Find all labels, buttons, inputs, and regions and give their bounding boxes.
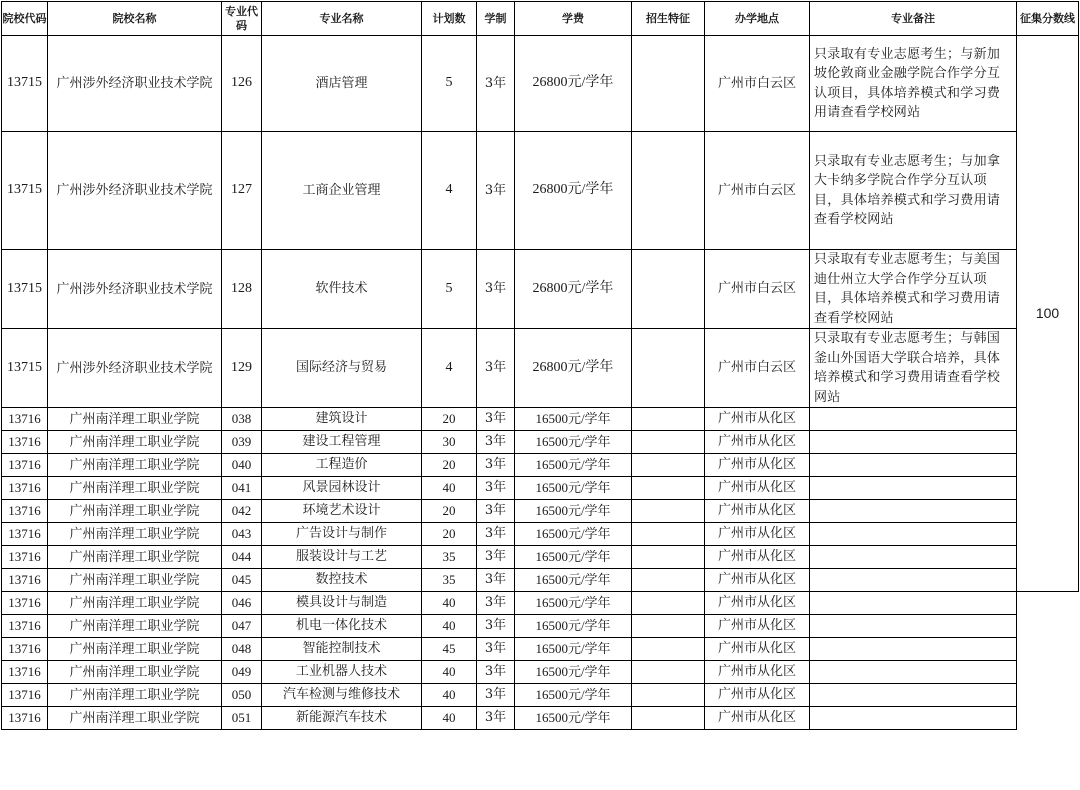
plan-cell: 40	[422, 477, 477, 500]
tuition-cell: 16500元/学年	[515, 500, 632, 523]
duration-cell: 3年	[477, 615, 515, 638]
duration-cell: 3年	[477, 546, 515, 569]
location-cell: 广州市从化区	[705, 638, 810, 661]
location-cell: 广州市白云区	[705, 250, 810, 329]
school-name-cell: 广州涉外经济职业技术学院	[48, 132, 222, 250]
remarks-cell	[810, 408, 1017, 431]
remarks-cell	[810, 477, 1017, 500]
remarks-cell	[810, 684, 1017, 707]
school-code-cell: 13716	[2, 408, 48, 431]
header-plan: 计划数	[422, 2, 477, 36]
plan-cell: 40	[422, 707, 477, 730]
major-name-cell: 酒店管理	[262, 36, 422, 132]
tuition-cell: 16500元/学年	[515, 615, 632, 638]
header-special: 招生特征	[632, 2, 705, 36]
special-cell	[632, 592, 705, 615]
remarks-cell: 只录取有专业志愿考生；与美国迪仕州立大学合作学分互认项目，具体培养模式和学习费用请查看学校网站	[810, 250, 1017, 329]
school-name-cell: 广州南洋理工职业学院	[48, 615, 222, 638]
school-code-cell: 13716	[2, 546, 48, 569]
plan-cell: 20	[422, 500, 477, 523]
major-code-cell: 048	[222, 638, 262, 661]
header-school-code: 院校代码	[2, 2, 48, 36]
remarks-cell	[810, 523, 1017, 546]
major-code-cell: 042	[222, 500, 262, 523]
remarks-cell: 只录取有专业志愿考生；与韩国釜山外国语大学联合培养，具体培养模式和学习费用请查看学校网站	[810, 329, 1017, 408]
duration-cell: 3年	[477, 408, 515, 431]
duration-cell: 3年	[477, 36, 515, 132]
school-name-cell: 广州涉外经济职业技术学院	[48, 250, 222, 329]
major-code-cell: 046	[222, 592, 262, 615]
remarks-cell	[810, 638, 1017, 661]
school-name-cell: 广州南洋理工职业学院	[48, 569, 222, 592]
school-name-cell: 广州涉外经济职业技术学院	[48, 36, 222, 132]
remarks-cell	[810, 454, 1017, 477]
table-row	[2, 408, 1079, 431]
major-name-cell: 广告设计与制作	[262, 523, 422, 546]
tuition-cell: 26800元/学年	[515, 329, 632, 408]
table-row	[2, 546, 1079, 569]
remarks-cell	[810, 661, 1017, 684]
table-row	[2, 132, 1079, 250]
school-name-cell: 广州南洋理工职业学院	[48, 546, 222, 569]
special-cell	[632, 250, 705, 329]
school-name-cell: 广州南洋理工职业学院	[48, 707, 222, 730]
school-name-cell: 广州南洋理工职业学院	[48, 408, 222, 431]
plan-cell: 40	[422, 661, 477, 684]
special-cell	[632, 546, 705, 569]
remarks-cell	[810, 431, 1017, 454]
major-code-cell: 040	[222, 454, 262, 477]
major-code-cell: 041	[222, 477, 262, 500]
plan-cell: 35	[422, 546, 477, 569]
major-name-cell: 机电一体化技术	[262, 615, 422, 638]
location-cell: 广州市从化区	[705, 431, 810, 454]
major-code-cell: 129	[222, 329, 262, 408]
plan-cell: 20	[422, 454, 477, 477]
school-code-cell: 13715	[2, 36, 48, 132]
school-code-cell: 13716	[2, 707, 48, 730]
remarks-cell	[810, 500, 1017, 523]
location-cell: 广州市从化区	[705, 500, 810, 523]
header-duration: 学制	[477, 2, 515, 36]
location-cell: 广州市从化区	[705, 546, 810, 569]
school-name-cell: 广州南洋理工职业学院	[48, 661, 222, 684]
major-code-cell: 039	[222, 431, 262, 454]
school-code-cell: 13715	[2, 132, 48, 250]
tuition-cell: 26800元/学年	[515, 36, 632, 132]
tuition-cell: 16500元/学年	[515, 477, 632, 500]
plan-cell: 40	[422, 615, 477, 638]
score-cell: 100	[1017, 36, 1079, 592]
major-name-cell: 软件技术	[262, 250, 422, 329]
major-code-cell: 043	[222, 523, 262, 546]
major-code-cell: 047	[222, 615, 262, 638]
header-score: 征集分数线	[1017, 2, 1079, 36]
remarks-cell	[810, 615, 1017, 638]
school-code-cell: 13716	[2, 477, 48, 500]
table-row	[2, 661, 1079, 684]
location-cell: 广州市从化区	[705, 615, 810, 638]
school-name-cell: 广州南洋理工职业学院	[48, 592, 222, 615]
school-name-cell: 广州南洋理工职业学院	[48, 684, 222, 707]
tuition-cell: 16500元/学年	[515, 707, 632, 730]
tuition-cell: 16500元/学年	[515, 684, 632, 707]
duration-cell: 3年	[477, 638, 515, 661]
tuition-cell: 16500元/学年	[515, 431, 632, 454]
table-row	[2, 592, 1079, 615]
tuition-cell: 26800元/学年	[515, 132, 632, 250]
table-row	[2, 684, 1079, 707]
school-name-cell: 广州南洋理工职业学院	[48, 500, 222, 523]
table-row	[2, 615, 1079, 638]
duration-cell: 3年	[477, 454, 515, 477]
table-row	[2, 431, 1079, 454]
location-cell: 广州市从化区	[705, 707, 810, 730]
school-code-cell: 13716	[2, 454, 48, 477]
school-code-cell: 13715	[2, 329, 48, 408]
table-row	[2, 250, 1079, 329]
table-row	[2, 569, 1079, 592]
tuition-cell: 16500元/学年	[515, 546, 632, 569]
school-name-cell: 广州涉外经济职业技术学院	[48, 329, 222, 408]
major-name-cell: 工业机器人技术	[262, 661, 422, 684]
remarks-cell	[810, 546, 1017, 569]
header-row	[2, 2, 1079, 36]
location-cell: 广州市从化区	[705, 408, 810, 431]
duration-cell: 3年	[477, 569, 515, 592]
duration-cell: 3年	[477, 132, 515, 250]
major-code-cell: 051	[222, 707, 262, 730]
major-code-cell: 038	[222, 408, 262, 431]
school-code-cell: 13716	[2, 431, 48, 454]
major-name-cell: 工程造价	[262, 454, 422, 477]
plan-cell: 5	[422, 250, 477, 329]
special-cell	[632, 684, 705, 707]
special-cell	[632, 36, 705, 132]
duration-cell: 3年	[477, 431, 515, 454]
major-code-cell: 128	[222, 250, 262, 329]
header-major-name: 专业名称	[262, 2, 422, 36]
school-code-cell: 13716	[2, 592, 48, 615]
remarks-cell: 只录取有专业志愿考生；与加拿大卡纳多学院合作学分互认项目，具体培养模式和学习费用请查看学校网站	[810, 132, 1017, 250]
score-cell-empty	[1017, 592, 1079, 730]
location-cell: 广州市白云区	[705, 329, 810, 408]
major-name-cell: 环境艺术设计	[262, 500, 422, 523]
header-location: 办学地点	[705, 2, 810, 36]
table-row	[2, 523, 1079, 546]
major-name-cell: 汽车检测与维修技术	[262, 684, 422, 707]
major-name-cell: 模具设计与制造	[262, 592, 422, 615]
major-code-cell: 045	[222, 569, 262, 592]
tuition-cell: 16500元/学年	[515, 592, 632, 615]
special-cell	[632, 431, 705, 454]
duration-cell: 3年	[477, 707, 515, 730]
school-code-cell: 13715	[2, 250, 48, 329]
special-cell	[632, 454, 705, 477]
duration-cell: 3年	[477, 500, 515, 523]
major-name-cell: 智能控制技术	[262, 638, 422, 661]
special-cell	[632, 132, 705, 250]
tuition-cell: 16500元/学年	[515, 523, 632, 546]
major-name-cell: 新能源汽车技术	[262, 707, 422, 730]
special-cell	[632, 707, 705, 730]
major-name-cell: 建筑设计	[262, 408, 422, 431]
location-cell: 广州市白云区	[705, 132, 810, 250]
special-cell	[632, 523, 705, 546]
plan-cell: 35	[422, 569, 477, 592]
tuition-cell: 16500元/学年	[515, 569, 632, 592]
duration-cell: 3年	[477, 250, 515, 329]
special-cell	[632, 408, 705, 431]
school-name-cell: 广州南洋理工职业学院	[48, 477, 222, 500]
plan-cell: 40	[422, 684, 477, 707]
school-code-cell: 13716	[2, 661, 48, 684]
table-row	[2, 638, 1079, 661]
duration-cell: 3年	[477, 661, 515, 684]
header-major-code: 专业代码	[222, 2, 262, 36]
duration-cell: 3年	[477, 329, 515, 408]
special-cell	[632, 661, 705, 684]
school-code-cell: 13716	[2, 500, 48, 523]
major-name-cell: 数控技术	[262, 569, 422, 592]
plan-cell: 40	[422, 592, 477, 615]
tuition-cell: 16500元/学年	[515, 661, 632, 684]
location-cell: 广州市从化区	[705, 569, 810, 592]
tuition-cell: 16500元/学年	[515, 408, 632, 431]
major-name-cell: 国际经济与贸易	[262, 329, 422, 408]
school-code-cell: 13716	[2, 638, 48, 661]
special-cell	[632, 477, 705, 500]
header-school-name: 院校名称	[48, 2, 222, 36]
major-code-cell: 050	[222, 684, 262, 707]
table-row	[2, 500, 1079, 523]
plan-cell: 45	[422, 638, 477, 661]
special-cell	[632, 638, 705, 661]
major-name-cell: 工商企业管理	[262, 132, 422, 250]
tuition-cell: 16500元/学年	[515, 638, 632, 661]
plan-cell: 20	[422, 408, 477, 431]
special-cell	[632, 615, 705, 638]
school-code-cell: 13716	[2, 684, 48, 707]
plan-cell: 30	[422, 431, 477, 454]
special-cell	[632, 500, 705, 523]
location-cell: 广州市从化区	[705, 477, 810, 500]
table-row	[2, 454, 1079, 477]
location-cell: 广州市从化区	[705, 523, 810, 546]
header-remarks: 专业备注	[810, 2, 1017, 36]
location-cell: 广州市白云区	[705, 36, 810, 132]
school-code-cell: 13716	[2, 615, 48, 638]
school-name-cell: 广州南洋理工职业学院	[48, 431, 222, 454]
location-cell: 广州市从化区	[705, 592, 810, 615]
school-name-cell: 广州南洋理工职业学院	[48, 523, 222, 546]
location-cell: 广州市从化区	[705, 661, 810, 684]
tuition-cell: 26800元/学年	[515, 250, 632, 329]
table-row	[2, 36, 1079, 132]
major-code-cell: 049	[222, 661, 262, 684]
major-code-cell: 126	[222, 36, 262, 132]
enrollment-table	[1, 1, 1079, 730]
plan-cell: 5	[422, 36, 477, 132]
location-cell: 广州市从化区	[705, 684, 810, 707]
major-code-cell: 127	[222, 132, 262, 250]
table-row	[2, 329, 1079, 408]
table-row	[2, 477, 1079, 500]
remarks-cell	[810, 592, 1017, 615]
special-cell	[632, 329, 705, 408]
major-code-cell: 044	[222, 546, 262, 569]
school-name-cell: 广州南洋理工职业学院	[48, 638, 222, 661]
major-name-cell: 建设工程管理	[262, 431, 422, 454]
tuition-cell: 16500元/学年	[515, 454, 632, 477]
duration-cell: 3年	[477, 684, 515, 707]
plan-cell: 4	[422, 132, 477, 250]
duration-cell: 3年	[477, 477, 515, 500]
duration-cell: 3年	[477, 523, 515, 546]
location-cell: 广州市从化区	[705, 454, 810, 477]
major-name-cell: 风景园林设计	[262, 477, 422, 500]
remarks-cell	[810, 569, 1017, 592]
header-tuition: 学费	[515, 2, 632, 36]
major-name-cell: 服装设计与工艺	[262, 546, 422, 569]
school-code-cell: 13716	[2, 569, 48, 592]
school-code-cell: 13716	[2, 523, 48, 546]
duration-cell: 3年	[477, 592, 515, 615]
plan-cell: 20	[422, 523, 477, 546]
special-cell	[632, 569, 705, 592]
table-row	[2, 707, 1079, 730]
plan-cell: 4	[422, 329, 477, 408]
remarks-cell: 只录取有专业志愿考生；与新加坡伦敦商业金融学院合作学分互认项目，具体培养模式和学习费用请查看学校网站	[810, 36, 1017, 132]
remarks-cell	[810, 707, 1017, 730]
school-name-cell: 广州南洋理工职业学院	[48, 454, 222, 477]
